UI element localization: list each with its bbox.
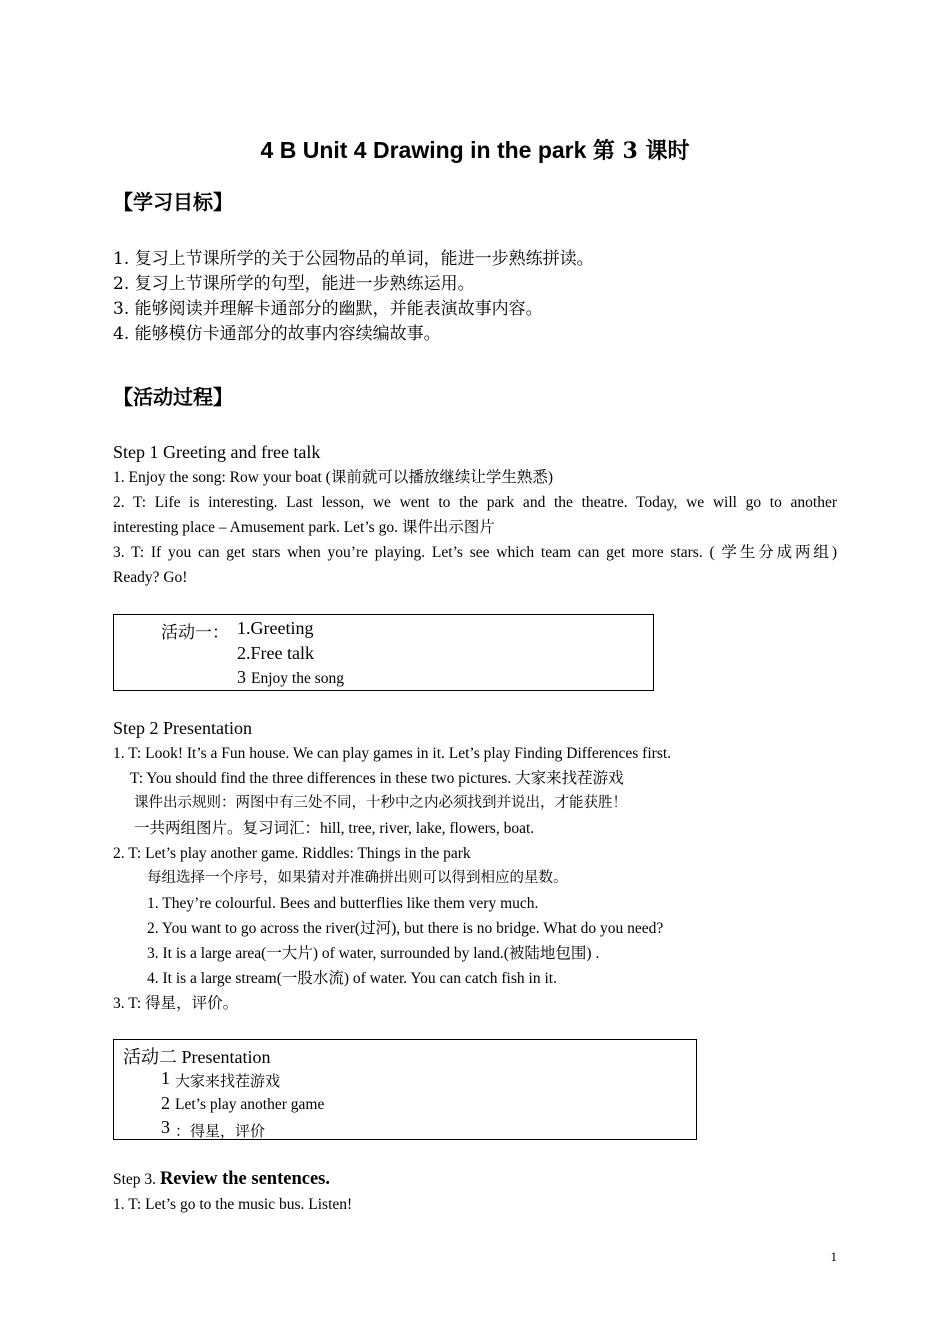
riddle-item: 1. They’re colourful. Bees and butterflies like them very much. <box>147 895 539 912</box>
riddle-item: 2. You want to go across the river(过河), but there is no bridge. What do you need? <box>147 920 664 937</box>
activity-one-label: 活动一： <box>161 623 229 643</box>
step2-line: 每组选择一个序号，如果猜对并准确拼出则可以得到相应的星数。 <box>147 870 568 886</box>
riddle-item: 4. It is a large stream(一股水流) of water. You can catch fish in it. <box>147 970 557 987</box>
page-number: 1 <box>830 1249 837 1264</box>
step3-heading: Review the sentences. <box>159 1169 330 1189</box>
activity-one-item-number: 3 <box>237 667 246 687</box>
title-chinese: 第 3 课时 <box>592 138 690 164</box>
title-english: 4 B Unit 4 Drawing in the park <box>260 137 593 163</box>
activity-two-item: Let’s play another game <box>175 1096 325 1113</box>
step3-title <box>113 1166 837 1192</box>
goal-item: 3. 能够阅读并理解卡通部分的幽默，并能表演故事内容。 <box>113 299 543 319</box>
step1-line: Ready? Go! <box>113 569 188 586</box>
activity-two-item-number: 3 <box>161 1117 170 1137</box>
learning-goals-list <box>113 247 837 347</box>
riddle-item: 3. It is a large area(一大片) of water, surrounded by land.(被陆地包围) . <box>147 945 600 962</box>
step2-line: 一共两组图片。复习词汇：hill, tree, river, lake, flowers, boat. <box>134 820 535 837</box>
step2-line: 1. T: Look! It’s a Fun house. We can play games in it. Let’s play Finding Differences first. <box>113 745 672 762</box>
step2-line: 课件出示规则：两图中有三处不同，十秒中之内必须找到并说出，才能获胜！ <box>134 795 627 811</box>
step2-line: 2. T: Let’s play another game. Riddles: Things in the park <box>113 845 471 862</box>
step1-line: interesting place – Amusement park. Let’s go. 课件出示图片 <box>113 519 495 536</box>
step2-title: Step 2 Presentation <box>113 718 252 738</box>
activity-one-item: Enjoy the song <box>251 670 344 687</box>
step1-line: 2. T: Life is interesting. Last lesson, we went to the park and the theatre. Today, we will go to another <box>113 494 837 511</box>
learning-goals-heading: 【学习目标】 <box>113 190 233 214</box>
step3-section <box>113 1166 837 1217</box>
activity-two-item: 大家来找茬游戏 <box>175 1072 281 1090</box>
step2-section <box>113 716 837 1016</box>
activity-one-box <box>113 614 654 691</box>
goal-item: 4. 能够模仿卡通部分的故事内容续编故事。 <box>113 324 441 344</box>
step3-line: 1. T: Let’s go to the music bus. Listen! <box>113 1196 353 1213</box>
activity-one-item: 1.Greeting <box>237 618 314 638</box>
step3-prefix: Step 3. <box>113 1171 160 1188</box>
step1-line: 3. T: If you can get stars when you’re playing. Let’s see which team can get more stars. ( 学生分成两组) <box>113 544 837 561</box>
page-title <box>0 134 950 165</box>
goal-item: 2. 复习上节课所学的句型，能进一步熟练运用。 <box>113 274 475 294</box>
activity-two-item-number: 2 <box>161 1093 170 1113</box>
activity-two-item: ：得星，评价 <box>175 1122 266 1140</box>
activity-process-heading: 【活动过程】 <box>113 385 233 409</box>
step2-line: T: You should find the three differences in these two pictures. 大家来找茬游戏 <box>130 770 624 787</box>
step1-line: 1. Enjoy the song: Row your boat (课前就可以播放继续让学生熟悉) <box>113 469 554 486</box>
activity-two-box <box>113 1039 697 1140</box>
activity-two-item-number: 1 <box>161 1068 170 1088</box>
step1-section <box>113 440 837 590</box>
step2-line: 3. T: 得星，评价。 <box>113 995 239 1012</box>
activity-one-item: 2.Free talk <box>237 643 314 663</box>
step1-title: Step 1 Greeting and free talk <box>113 442 321 462</box>
activity-two-title: 活动二 Presentation <box>123 1047 271 1067</box>
goal-item: 1. 复习上节课所学的关于公园物品的单词，能进一步熟练拼读。 <box>113 249 594 269</box>
